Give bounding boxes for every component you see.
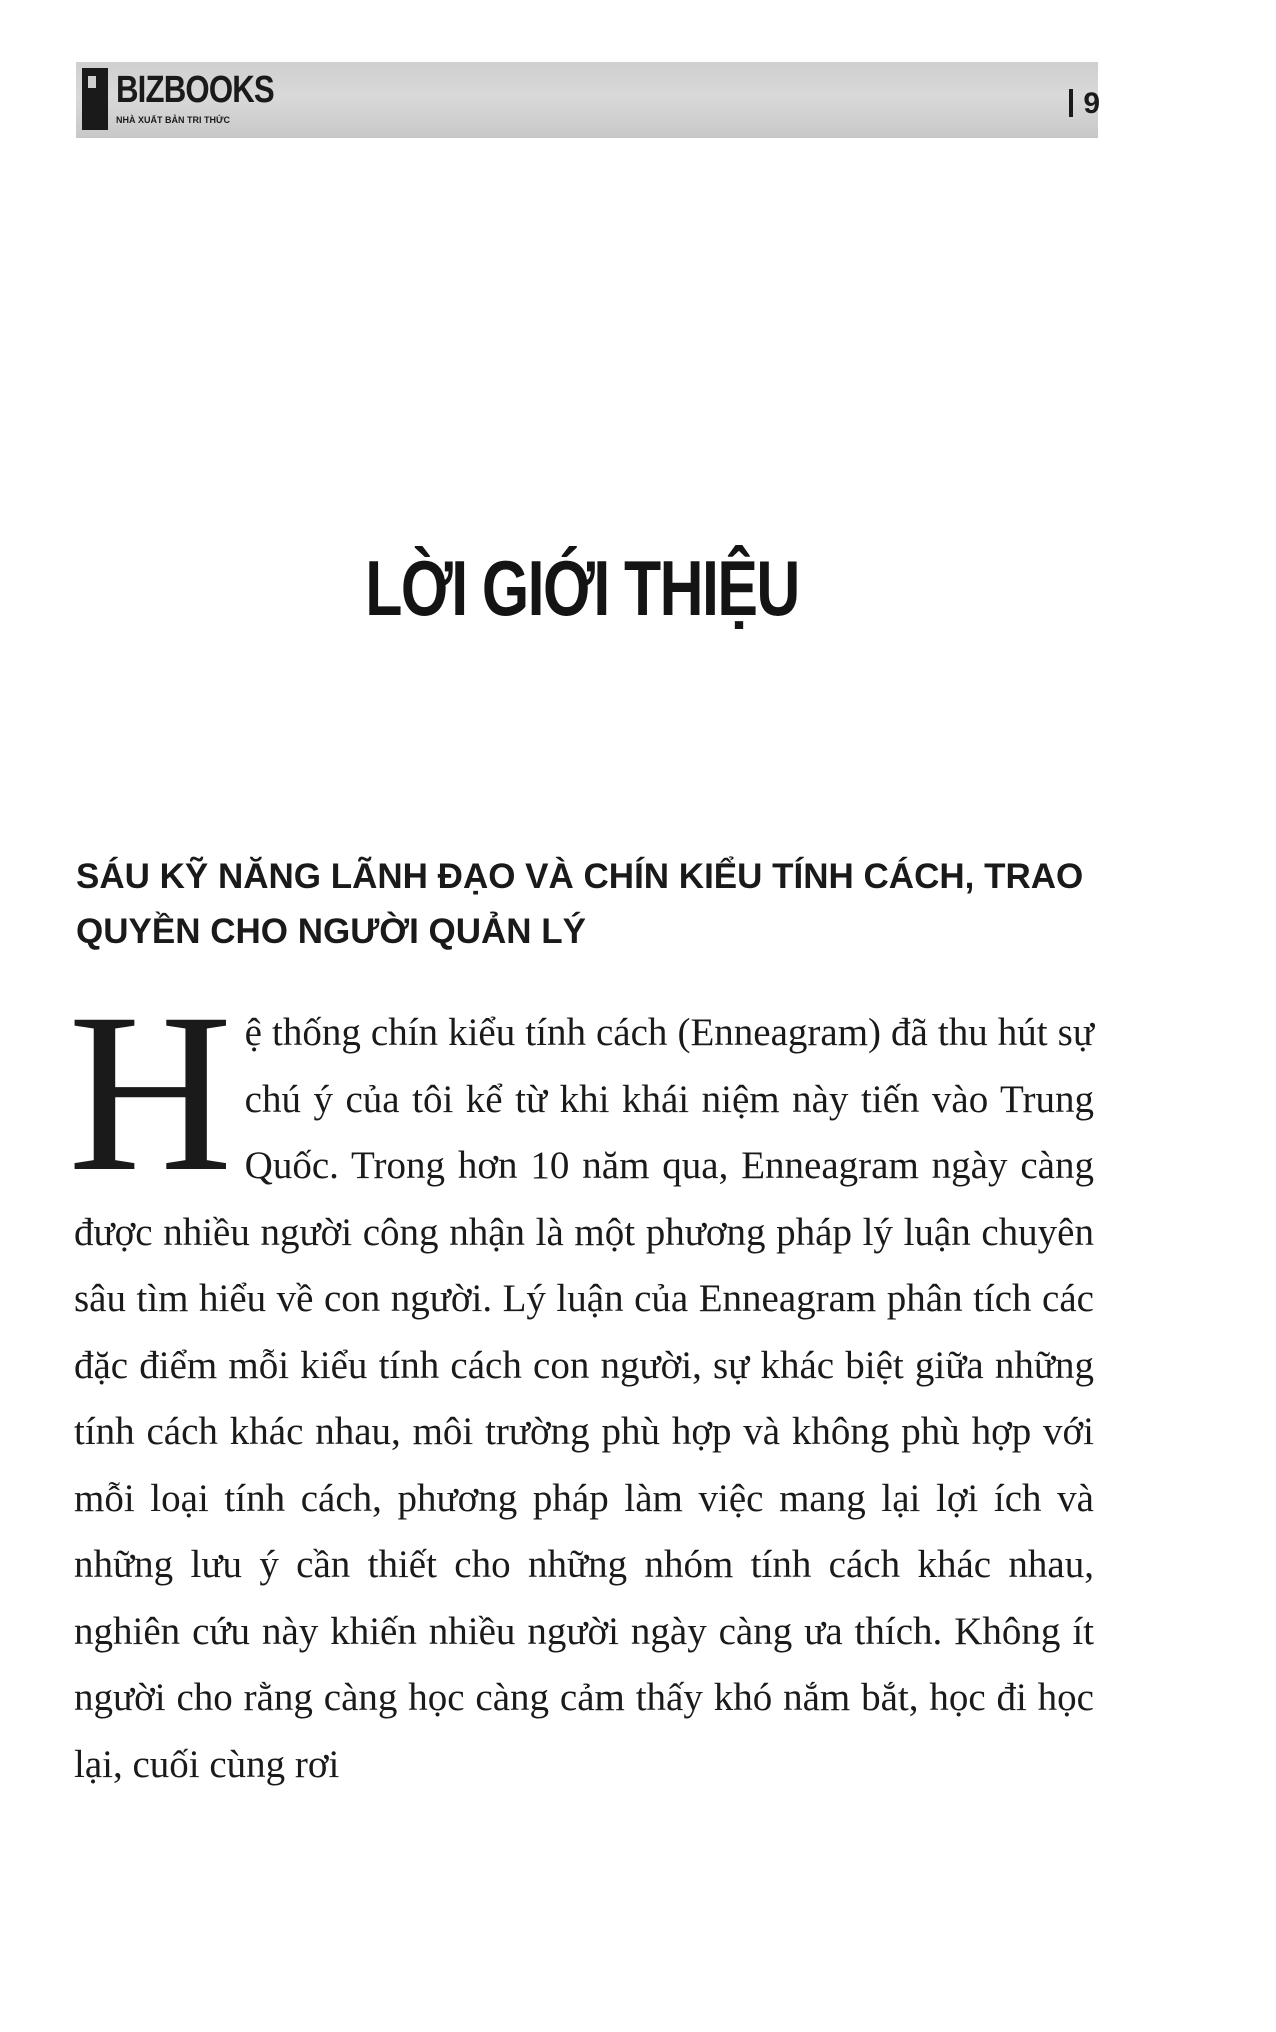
page-number-divider xyxy=(1069,89,1073,117)
logo-text xyxy=(116,68,309,126)
paragraph-text: ệ thống chín kiểu tính cách (Enneagram) đã thu hút sự chú ý của tôi kể từ khi khái niệm này tiến vào Trung Quốc. Trong hơn 10 năm qua, Enneagram ngày càng được nhiều người công nhận là một phương pháp lý luận chuyên sâu tìm hiểu về con người. Lý luận của Enneagram phân tích các đặc điểm mỗi kiểu tính cách con người, sự khác biệt giữa những tính cách khác nhau, môi trường phù hợp và không phù hợp với mỗi loại tính cách, phương pháp làm việc mang lại lợi ích và những lưu ý cần thiết cho những nhóm tính cách khác nhau, nghiên cứu này khiến nhiều người ngày càng ưa thích. Không ít người cho rằng càng học càng cảm thấy khó nắm bắt, học đi học lại, cuối cùng rơi xyxy=(74,1011,1094,1786)
brand-name: BIZBOOKS xyxy=(116,69,274,111)
section-heading: SÁU KỸ NĂNG LÃNH ĐẠO VÀ CHÍN KIỂU TÍNH CÁCH, TRAO QUYỀN CHO NGƯỜI QUẢN LÝ xyxy=(76,857,1084,952)
body-paragraph xyxy=(68,967,1094,1798)
chapter-title: LỜI GIỚI THIỆU xyxy=(365,544,799,633)
page-number xyxy=(1069,88,1100,120)
brand-tagline: NHÀ XUẤT BẢN TRI THỨC xyxy=(116,115,230,125)
publisher-logo xyxy=(82,68,309,134)
page-number-value: 9 xyxy=(1083,87,1100,120)
drop-cap: H xyxy=(68,967,233,1219)
book-icon xyxy=(82,68,108,130)
